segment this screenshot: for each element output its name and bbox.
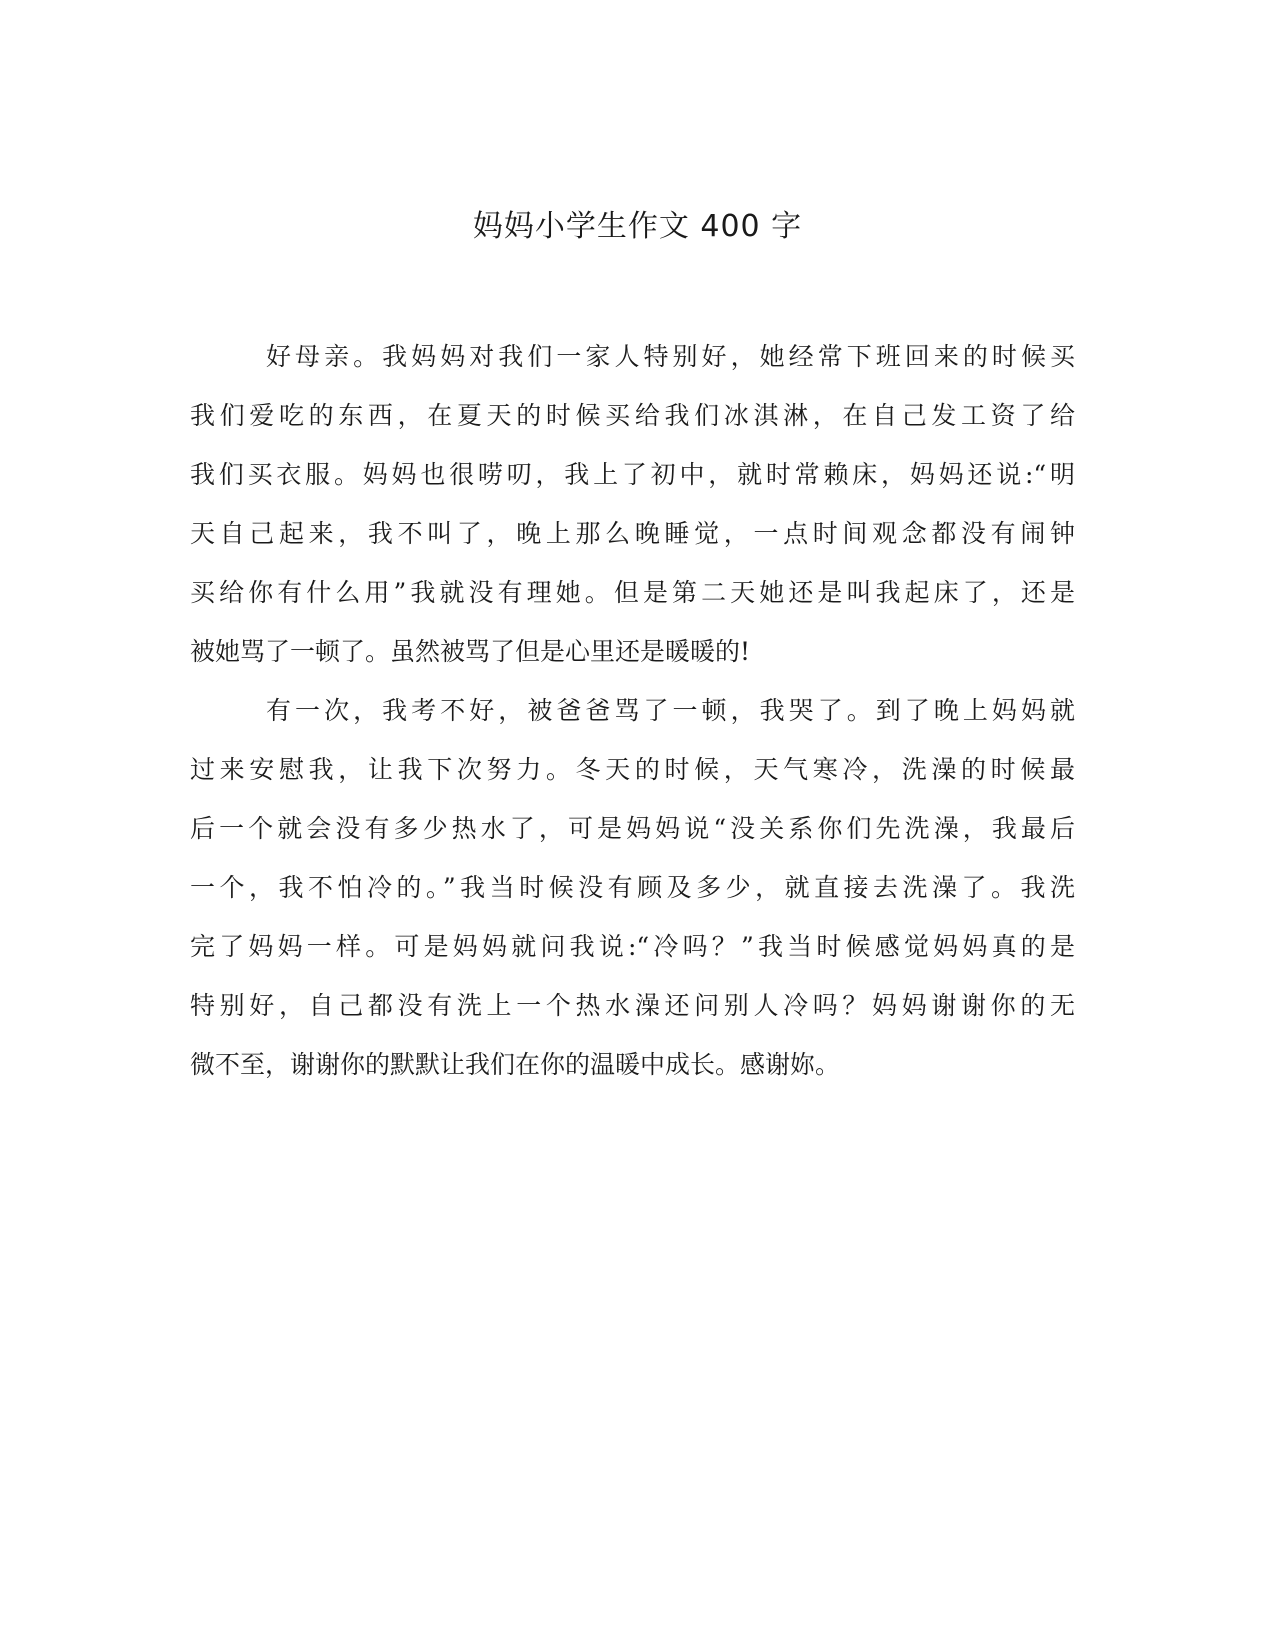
paragraph-line: 过来安慰我，让我下次努力。冬天的时候，天气寒冷，洗澡的时候最	[190, 755, 1075, 784]
paragraph-line: 微不至，谢谢你的默默让我们在你的温暖中成长。感谢妳。	[190, 1050, 841, 1079]
paragraph-line: 特别好，自己都没有洗上一个热水澡还问别人冷吗？妈妈谢谢你的无	[190, 991, 1075, 1020]
paragraph-line: 买给你有什么用”我就没有理她。但是第二天她还是叫我起床了，还是	[190, 578, 1075, 607]
paragraph-line: 后一个就会没有多少热水了，可是妈妈说“没关系你们先洗澡，我最后	[190, 814, 1075, 843]
paragraph-line: 我们买衣服。妈妈也很唠叨，我上了初中，就时常赖床，妈妈还说:“明	[190, 460, 1075, 489]
paragraph-line: 一个，我不怕冷的。”我当时候没有顾及多少，就直接去洗澡了。我洗	[190, 873, 1075, 902]
paragraph-line: 天自己起来，我不叫了，晚上那么晚睡觉，一点时间观念都没有闹钟	[190, 519, 1075, 548]
paragraph-2	[190, 681, 1075, 1094]
paragraph-line: 好母亲。我妈妈对我们一家人特别好，她经常下班回来的时候买	[266, 342, 1075, 371]
paragraph-line: 被她骂了一顿了。虽然被骂了但是心里还是暖暖的!	[190, 637, 751, 666]
paragraph-line: 完了妈妈一样。可是妈妈就问我说:“冷吗？”我当时候感觉妈妈真的是	[190, 932, 1075, 961]
document-body	[190, 327, 1075, 1094]
paragraph-1	[190, 327, 1075, 681]
paragraph-line: 有一次，我考不好，被爸爸骂了一顿，我哭了。到了晚上妈妈就	[266, 696, 1075, 725]
document-title: 妈妈小学生作文 400 字	[472, 209, 803, 244]
paragraph-line: 我们爱吃的东西，在夏天的时候买给我们冰淇淋，在自己发工资了给	[190, 401, 1075, 430]
